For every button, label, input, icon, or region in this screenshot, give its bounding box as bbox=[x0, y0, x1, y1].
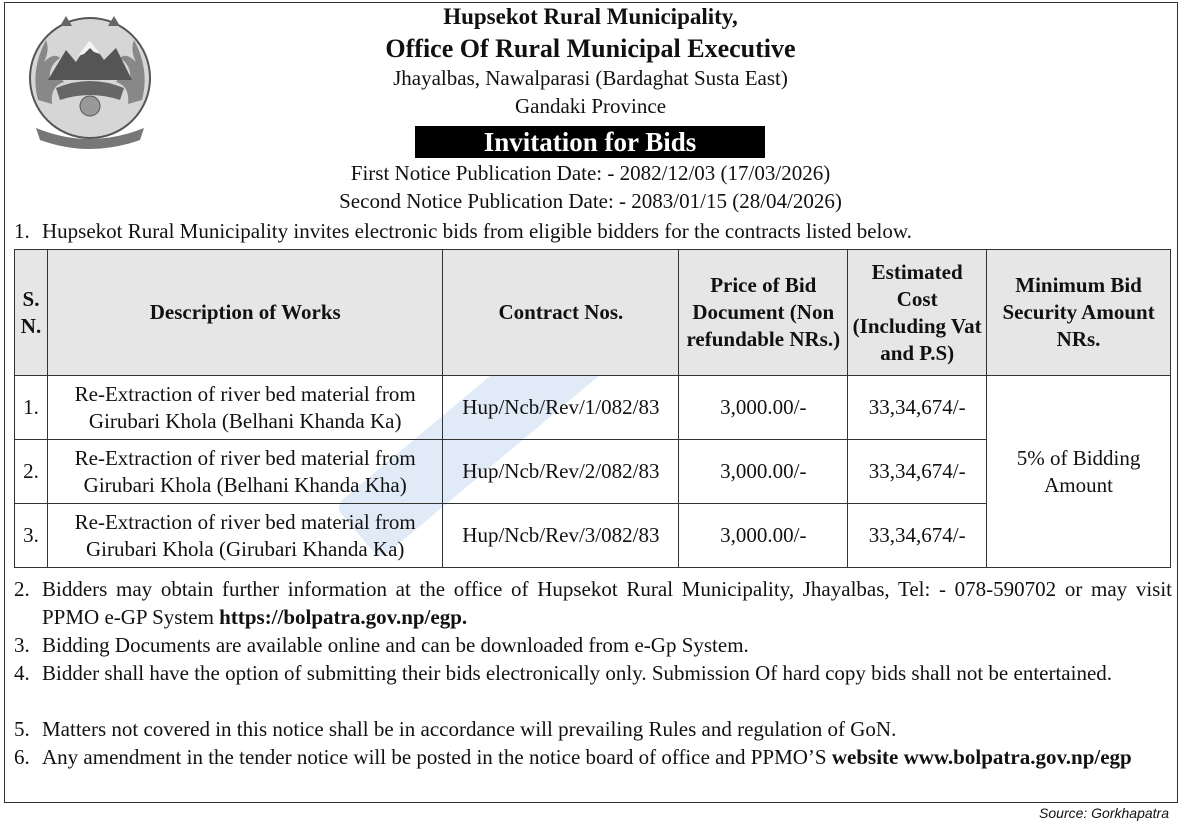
municipality-name: Hupsekot Rural Municipality, bbox=[443, 4, 738, 29]
cell-price: 3,000.00/- bbox=[679, 376, 848, 440]
point-2 bbox=[14, 575, 1172, 631]
point-text: Bidders may obtain further information at the office of Hupsekot Rural Municipality, Jhayalbas, Tel: - 078-590702 or may visit PPMO e-GP System bbox=[42, 577, 1172, 629]
province-line: Gandaki Province bbox=[514, 94, 667, 118]
notice-title: Invitation for Bids bbox=[415, 126, 765, 158]
header-estimated-cost: Estimated Cost (Including Vat and P.S) bbox=[848, 250, 987, 376]
table-header-row bbox=[15, 250, 1171, 376]
point-number: 3. bbox=[14, 633, 30, 657]
cell-estimated-cost: 33,34,674/- bbox=[848, 504, 987, 568]
point-text: Bidder shall have the option of submitting their bids electronically only. Submission Of hard copy bids shall not be entertained. bbox=[42, 661, 1113, 685]
cell-description: Re-Extraction of river bed material from Girubari Khola (Belhani Khanda Ka) bbox=[47, 376, 442, 440]
point-number: 4. bbox=[14, 661, 30, 685]
cell-contract-no: Hup/Ncb/Rev/3/082/83 bbox=[443, 504, 679, 568]
cell-sn: 3. bbox=[15, 504, 48, 568]
bids-table bbox=[14, 249, 1171, 568]
second-notice-date: Second Notice Publication Date: - 2083/01/15 (28/04/2026) bbox=[339, 189, 842, 213]
intro-paragraph bbox=[14, 217, 1171, 245]
header-bid-document-price: Price of Bid Document (Non refundable NRs.) bbox=[679, 250, 848, 376]
point-number: 2. bbox=[14, 577, 30, 601]
header-description: Description of Works bbox=[47, 250, 442, 376]
cell-sn: 1. bbox=[15, 376, 48, 440]
point-4 bbox=[14, 659, 1172, 687]
cell-price: 3,000.00/- bbox=[679, 440, 848, 504]
first-notice-date: First Notice Publication Date: - 2082/12/03 (17/03/2026) bbox=[350, 161, 831, 185]
source-credit: Source: Gorkhapatra bbox=[1039, 805, 1169, 821]
point-number: 5. bbox=[14, 717, 30, 741]
office-name: Office Of Rural Municipal Executive bbox=[385, 34, 796, 63]
address-line: Jhayalbas, Nawalparasi (Bardaghat Susta East) bbox=[393, 66, 788, 90]
header-contract-no: Contract Nos. bbox=[443, 250, 679, 376]
cell-description: Re-Extraction of river bed material from Girubari Khola (Girubari Khanda Ka) bbox=[47, 504, 442, 568]
point-3 bbox=[14, 631, 1172, 659]
point-text: Matters not covered in this notice shall be in accordance will prevailing Rules and regulation of GoN. bbox=[42, 717, 897, 741]
cell-contract-no: Hup/Ncb/Rev/2/082/83 bbox=[443, 440, 679, 504]
header-bid-security: Minimum Bid Security Amount NRs. bbox=[987, 250, 1171, 376]
intro-text: Hupsekot Rural Municipality invites electronic bids from eligible bidders for the contracts listed below. bbox=[42, 219, 912, 243]
cell-bid-security: 5% of Bidding Amount bbox=[987, 376, 1171, 568]
point-6 bbox=[14, 743, 1172, 771]
header-sn: S. N. bbox=[15, 250, 48, 376]
cell-estimated-cost: 33,34,674/- bbox=[848, 376, 987, 440]
point-text: Bidding Documents are available online and can be downloaded from e-Gp System. bbox=[42, 633, 749, 657]
point-number: 6. bbox=[14, 745, 30, 769]
website-link[interactable]: website www.bolpatra.gov.np/egp bbox=[831, 745, 1132, 769]
point-text: Any amendment in the tender notice will be posted in the notice board of office and PPMO’S bbox=[42, 745, 832, 769]
cell-description: Re-Extraction of river bed material from Girubari Khola (Belhani Khanda Kha) bbox=[47, 440, 442, 504]
cell-sn: 2. bbox=[15, 440, 48, 504]
intro-number: 1. bbox=[14, 219, 30, 243]
cell-contract-no: Hup/Ncb/Rev/1/082/83 bbox=[443, 376, 679, 440]
cell-price: 3,000.00/- bbox=[679, 504, 848, 568]
cell-estimated-cost: 33,34,674/- bbox=[848, 440, 987, 504]
point-5 bbox=[14, 715, 1172, 743]
table-row bbox=[15, 376, 1171, 440]
egp-link[interactable]: https://bolpatra.gov.np/egp. bbox=[219, 605, 468, 629]
